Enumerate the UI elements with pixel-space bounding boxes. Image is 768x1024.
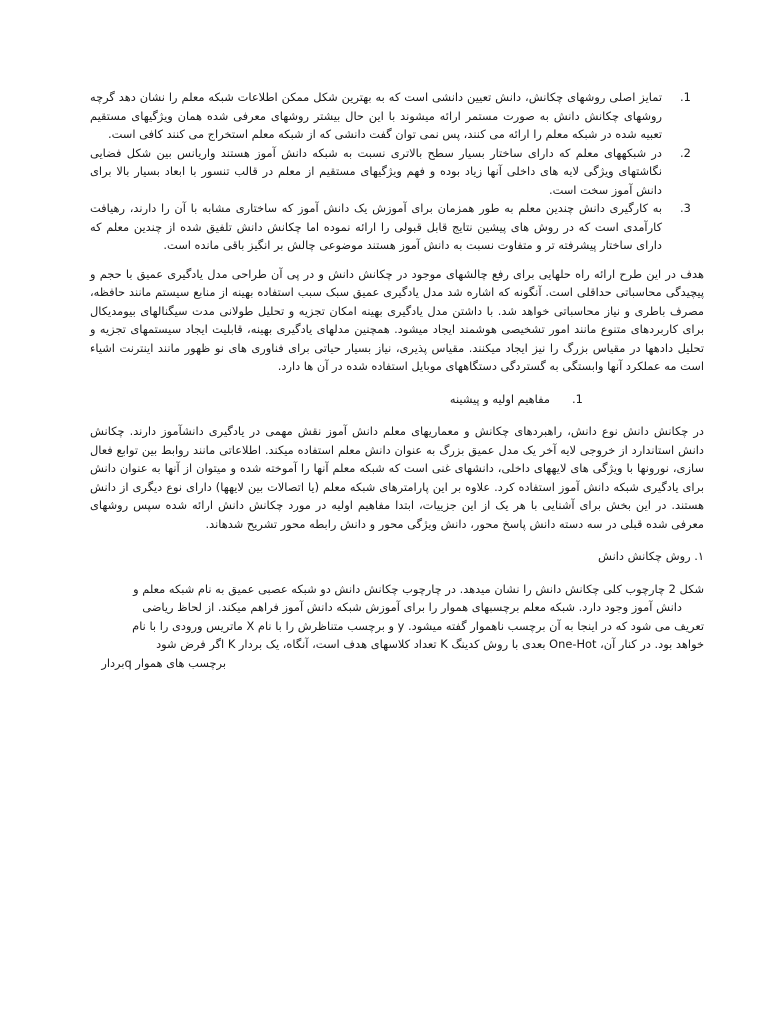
list-text: در شبکههای معلم که دارای ساختار بسیار سطح بالاتری نسبت به شبکه دانش آموز هستند واریانس بین شکل فضایی نگاشتهای ویژگی لایه های داخلی آنها زیاد بوده و فهم ویژگیهای مستقیم از معلم در قالب تنسور با ابعاد بسیار بالا برای دانش آموز سخت است.	[90, 145, 662, 197]
list-item	[90, 144, 704, 200]
spacer	[90, 255, 704, 265]
document-page	[90, 88, 704, 672]
list-item	[90, 88, 704, 144]
section-title: مفاهیم اولیه و پیشینه	[449, 391, 550, 406]
body-paragraph	[90, 580, 704, 673]
list-number: .3	[680, 201, 691, 215]
list-number: .1	[680, 90, 691, 104]
body-paragraph: هدف در این طرح ارائه راه حلهایی برای رفع چالشهای موجود در چکانش دانش و در پی آن طراحی مدل یادگیری عمیق با حجم و پیچیدگی محاسباتی حداقلی است. آنگونه که اشاره شد مدل یادگیری عمیق سبک سبب استفاده بهینه از منابع سیستم مانند حافظه، مصرف باطری و نیاز محاسباتی خواهد شد. با داشتن مدل یادگیری بهینه امکان تجزیه و تحلیل طولانی مدت سیگنالهای بیومدیکال برای کاربردهای متنوع مانند امور تشخیصی هوشمند ایجاد میشود. همچنین مدلهای یادگیری بهینه، قابلیت ایجاد سیستمهای تجزیه و تحلیل دادهها در مقیاس بزرگ را نیز ایجاد میکنند. مقیاس پذیری، نیاز بسیار حیاتی برای فناوری های نو ظهور مانند اینترنت اشیاء است مه عملکرد آنها وابستگی به گستردگی دستگاههای موبایل استفاده شده در آن ها دارد.	[90, 266, 704, 373]
body-paragraph: در چکانش دانش نوع دانش، راهبردهای چکانش و معماریهای معلم دانش آموز نقش مهمی در یادگیری دانشآموز دارند. چکانش دانش استاندارد از خروجی لایه آخر یک مدل عمیق بزرگ به عنوان دانش معلم استفاده میکند. اطلاعاتی مانند روابط بین توابع فعال سازی، نورونها با ویژگی های لایههای داخلی، دانشهای غنی است که شبکه معلم آنها را آموخته شده و میتوان از آنها به عنوان دانش برای یادگیری شبکه دانش آموز استفاده کرد. علاوه بر این پارامترهای شبکه معلم (یا اتصالات بین لایهها) دارای نوع دیگری از دانش هستند. در این بخش برای آشنایی با هر یک از این جزییات، ابتدا مفاهیم اولیه در مورد چکانش دانش ارائه شده سپس روشهای معرفی شده قبلی در سه دسته دانش پاسخ محور، دانش ویژگی محور و دانش رابطه محور تشریح شدهاند.	[90, 424, 704, 531]
section-number: .1	[572, 391, 583, 406]
paragraph-line: برچسب های هموار qبردار	[101, 655, 226, 670]
subsection-heading: ۱. روش چکانش دانش	[598, 549, 704, 563]
list-text: به کارگیری دانش چندین معلم به طور همزمان برای آموزش یک دانش آموز که ساختاری مشابه با آن را دارند، رهیافت کارآمدی است که در روش های پیشین نتایج قابل قبولی را ارائه نموده اما چکانش دانش تلفیق شده از چندین معلم که دارای ساختار پیشرفته تر و متفاوت نسبت به دانش آموز هستند موضوعی چالش بر انگیز باقی مانده است.	[90, 201, 662, 252]
spacer	[90, 566, 704, 580]
section-heading	[90, 390, 704, 409]
list-number: .2	[680, 145, 691, 160]
spacer	[90, 408, 704, 422]
spacer	[90, 533, 704, 547]
paragraph-line: شکل 2 چارچوب کلی چکانش دانش را نشان میدهد. در چارچوب چکانش دانش دو شبکه عصبی عمیق به نام شبکه معلم و	[133, 581, 704, 596]
paragraph-line: خواهد بود. در کنار آن، One-Hot بعدی با روش کدینگ K تعداد کلاسهای هدف است، آنگاه، یک بردار K اگر فرض شود	[156, 637, 704, 651]
spacer	[90, 376, 704, 390]
paragraph-line: تعریف می شود که در اینجا به آن برچسب ناهموار گفته میشود. y و برچسب متناظرش را با نام X ماتریس ورودی را با نام	[132, 618, 704, 633]
list-text: تمایز اصلی روشهای چکانش، دانش تعیین دانشی است که به بهترین شکل ممکن اطلاعات شبکه معلم را نشان دهد گرچه روشهای چکانش دانش به صورت مستمر ارائه میشوند با این حال بیشتر روشهای معرفی شده همان ویژگیهای مستقیم تعبیه شده در شبکه معلم را ارائه می کنند، پس نمی توان گفت دانشی که از شبکه معلم استخراج می کنند کافی است.	[90, 90, 662, 141]
list-item	[90, 199, 704, 255]
paragraph-line: دانش آموز وجود دارد. شبکه معلم برچسبهای هموار را برای آموزش شبکه دانش آموز فراهم میکند. از لحاظ ریاضی	[142, 600, 682, 614]
